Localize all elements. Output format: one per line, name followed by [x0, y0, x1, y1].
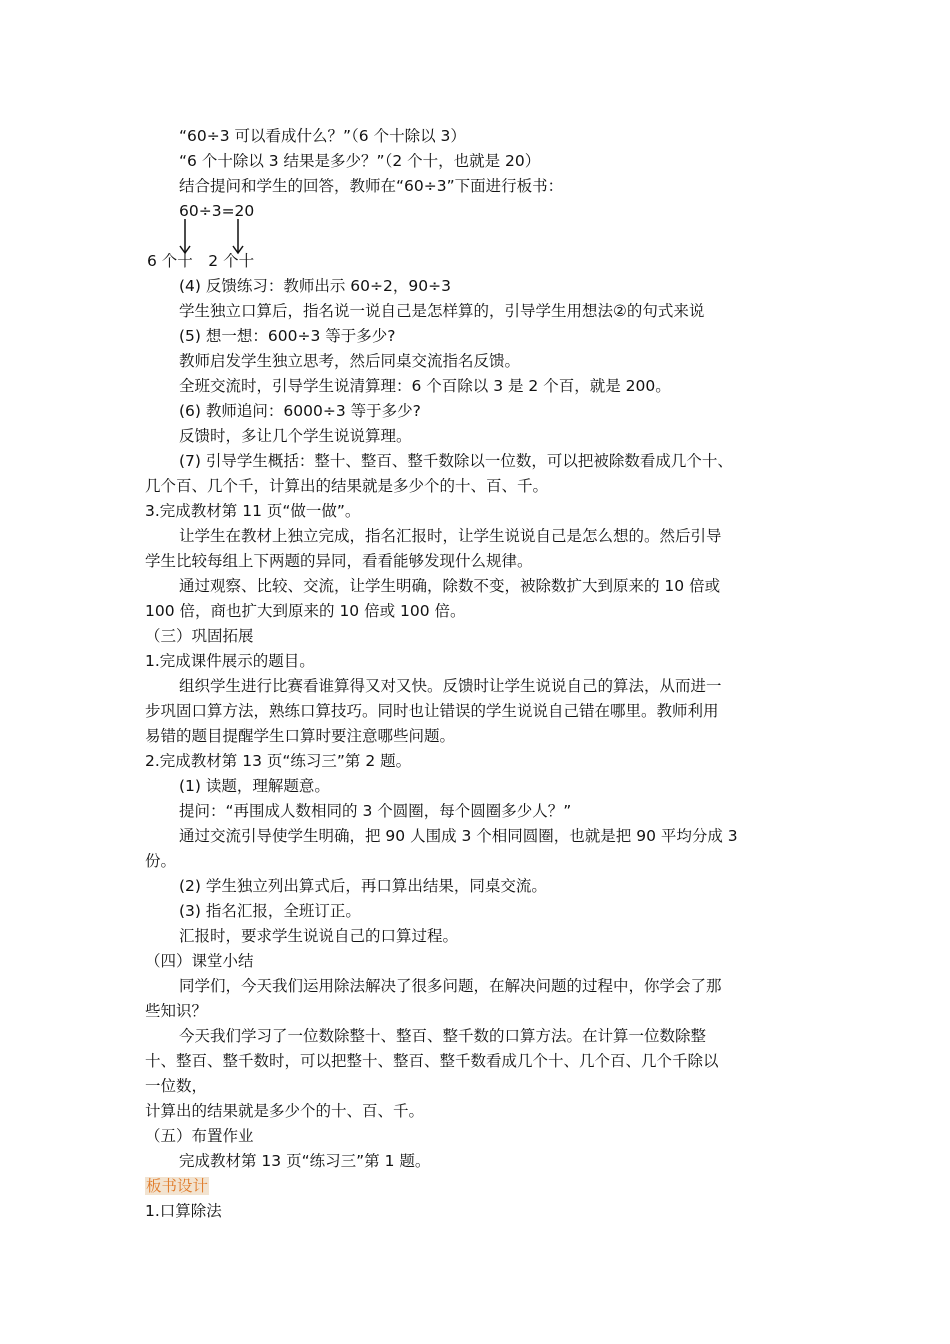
- section-heading: （四）课堂小结: [145, 952, 254, 970]
- paragraph: 提问：“再围成人数相同的 3 个圆圈，每个圆圈多少人？”: [179, 802, 572, 820]
- section-heading: 2.完成教材第 13 页“练习三”第 2 题。: [145, 752, 412, 770]
- section-heading: 1.完成课件展示的题目。: [145, 652, 315, 670]
- highlighted-heading: 板书设计: [146, 1177, 209, 1195]
- section-heading: （三）巩固拓展: [145, 627, 254, 645]
- paragraph: 教师启发学生独立思考，然后同桌交流指名反馈。: [179, 352, 521, 370]
- paragraph: 些知识？: [145, 1002, 208, 1020]
- paragraph: (2) 学生独立列出算式后，再口算出结果，同桌交流。: [179, 877, 547, 895]
- board-annotation: 6 个十 2 个十: [147, 252, 255, 270]
- paragraph: (7) 引导学生概括：整十、整百、整千数除以一位数，可以把被除数看成几个十、: [179, 452, 733, 470]
- paragraph: 学生比较每组上下两题的异同，看看能够发现什么规律。: [145, 552, 533, 570]
- paragraph: 十、整百、整千数时，可以把整十、整百、整千数看成几个十、几个百、几个千除以: [145, 1052, 719, 1070]
- paragraph: 通过观察、比较、交流，让学生明确，除数不变，被除数扩大到原来的 10 倍或: [179, 577, 721, 595]
- paragraph: 结合提问和学生的回答，教师在“60÷3”下面进行板书：: [179, 177, 564, 195]
- paragraph: 通过交流引导使学生明确，把 90 人围成 3 个相同圆圈，也就是把 90 平均分成 3: [179, 827, 738, 845]
- paragraph: (3) 指名汇报，全班订正。: [179, 902, 361, 920]
- paragraph: 同学们，今天我们运用除法解决了很多问题，在解决问题的过程中，你学会了那: [179, 977, 722, 995]
- paragraph: 汇报时，要求学生说说自己的口算过程。: [179, 927, 459, 945]
- paragraph: 100 倍，商也扩大到原来的 10 倍或 100 倍。: [145, 602, 466, 620]
- paragraph: (4) 反馈练习：教师出示 60÷2，90÷3: [179, 277, 451, 295]
- paragraph: 份。: [145, 852, 177, 870]
- section-heading: 3.完成教材第 11 页“做一做”。: [145, 502, 361, 520]
- paragraph: 步巩固口算方法，熟练口算技巧。同时也让错误的学生说说自己错在哪里。教师利用: [145, 702, 719, 720]
- paragraph: 组织学生进行比赛看谁算得又对又快。反馈时让学生说说自己的算法，从而进一: [179, 677, 722, 695]
- paragraph: (5) 想一想：600÷3 等于多少?: [179, 327, 396, 345]
- section-heading: （五）布置作业: [145, 1127, 254, 1145]
- paragraph: 一位数，: [145, 1077, 208, 1095]
- board-design-heading: [145, 1174, 810, 1199]
- paragraph: 计算出的结果就是多少个的十、百、千。: [145, 1102, 425, 1120]
- paragraph: (1) 读题，理解题意。: [179, 777, 330, 795]
- paragraph: 完成教材第 13 页“练习三”第 1 题。: [179, 1152, 431, 1170]
- paragraph: 让学生在教材上独立完成，指名汇报时，让学生说说自己是怎么想的。然后引导: [179, 527, 722, 545]
- paragraph: 反馈时，多让几个学生说说算理。: [179, 427, 412, 445]
- section-heading: 1.口算除法: [145, 1202, 222, 1220]
- paragraph: 学生独立口算后，指名说一说自己是怎样算的，引导学生用想法②的句式来说: [179, 302, 705, 320]
- paragraph: “6 个十除以 3 结果是多少？”（2 个十，也就是 20）: [179, 152, 541, 170]
- paragraph: “60÷3 可以看成什么？”（6 个十除以 3）: [179, 127, 466, 145]
- paragraph: 今天我们学习了一位数除整十、整百、整千数的口算方法。在计算一位数除整: [179, 1027, 707, 1045]
- board-equation: 60÷3=20: [179, 202, 255, 220]
- paragraph: 易错的题目提醒学生口算时要注意哪些问题。: [145, 727, 456, 745]
- paragraph: 几个百、几个千，计算出的结果就是多少个的十、百、千。: [145, 477, 549, 495]
- paragraph: (6) 教师追问：6000÷3 等于多少?: [179, 402, 421, 420]
- paragraph: 全班交流时，引导学生说清算理：6 个百除以 3 是 2 个百，就是 200。: [179, 377, 671, 395]
